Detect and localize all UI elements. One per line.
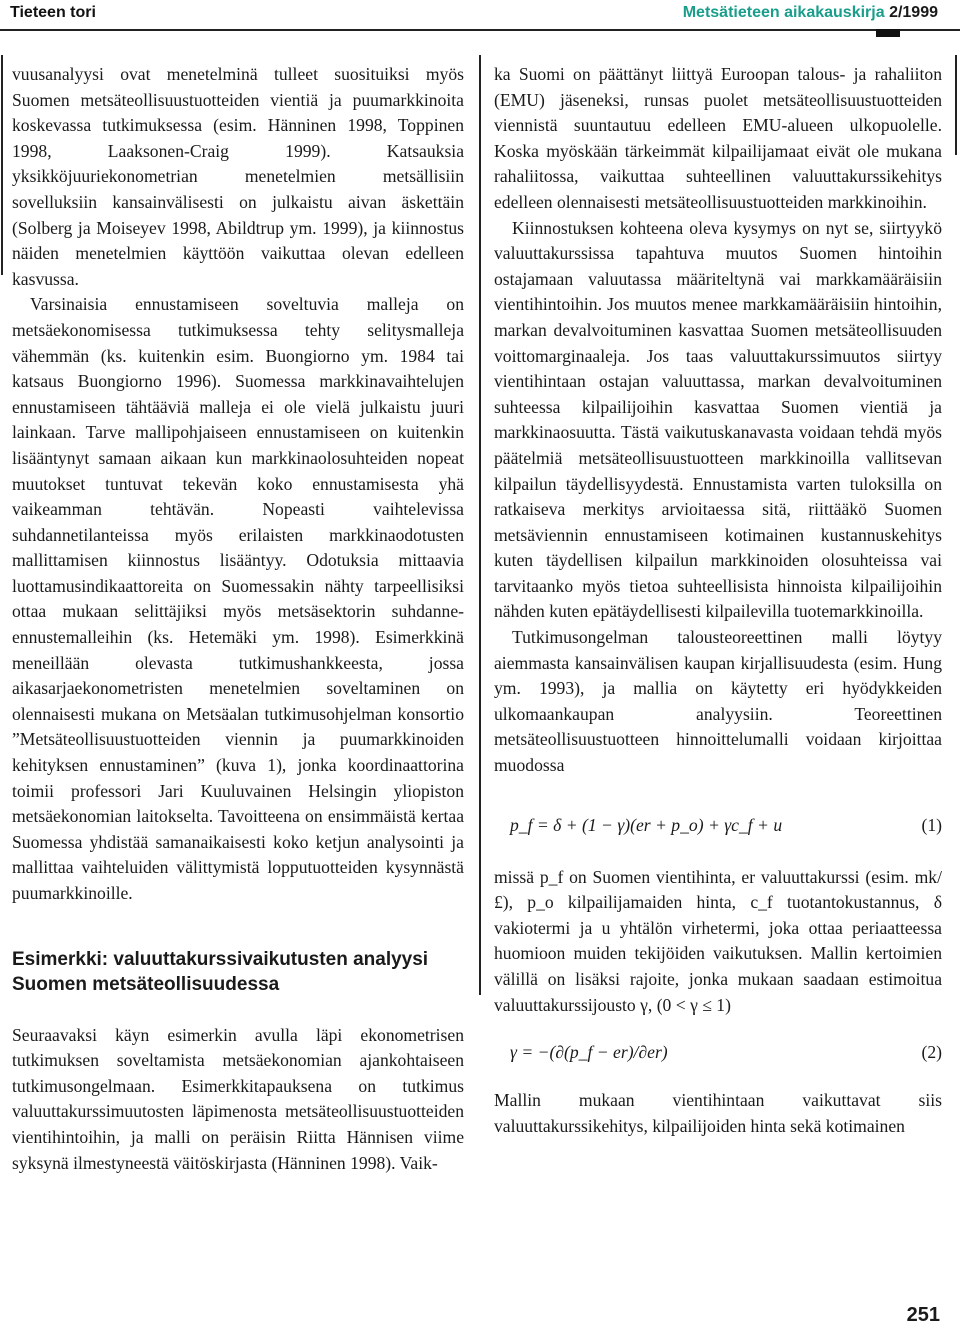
running-header (0, 0, 960, 32)
paragraph: Varsinaisia ennustamiseen soveltuvia malleja on metsäekonomisessa tutkimuksessa tehty selitysmalleja vähemmän (ks. kuitenkin esim. Buongiorno ym. 1984 tai katsaus Buongiorno 1996). Suomessa markkinavaihtelujen ennustamiseen tähtääviä malleja ei ole vielä julkaistu juuri lainkaan. Tarve mallipohjaiseen ennustamiseen on kuitenkin lisääntynyt samaan aikaan kun markkinaolosuhteiden nopeat muutokset tuntuvat tekevän koko ennustamisesta yhä vaikeamman tehtävän. Nopeasti vaihtelevissa suhdannetilanteissa myös erilaisten markkinaodotusten mallittamisen kiinnostus lisääntyy. Odotuksia mittaavia luottamusindikaattoreita on Suomessakin nähty tarpeellisiksi ottaa mukaan selittäjiksi myös metsäsektorin suhdanne-ennustemalleihin (ks. Hetemäki ym. 1998). Esimerkkinä meneillään olevasta tutkimushankkeesta, jossa aikasarjaekonometristen menetelmien soveltaminen on olennaisesti mukana on Metsäalan tutkimusohjelman konsortio ”Metsäteollisuustuotteiden viennin ja puumarkkinoiden kehityksen ennustaminen” (kuva 1), jonka koordinaattorina toimii professori Jari Kuuluvainen Helsingin yliopiston metsäekonomian laitokselta. Tavoitteena on ensimmäistä kertaa Suomessa yhdistää samanaikaisesti koko ketjun analysointi ja mallittaa vaihteluiden välittymistä lopputuotteiden kysynnästä puumarkkinoille. (12, 294, 464, 903)
journal-title (683, 4, 938, 22)
section-label: Tieteen tori (10, 4, 96, 21)
equation-1 (494, 811, 942, 841)
column-divider-rule (479, 55, 481, 995)
equation-number: (2) (921, 1042, 942, 1063)
left-margin-rule (1, 55, 3, 275)
paragraph: ka Suomi on päättänyt liittyä Euroopan talous- ja rahaliiton (EMU) jäseneksi, runsas puolet metsäteollisuustuotteiden viennistä suuntautuu edelleen EMU-alueen ulkopuolelle. Koska myöskään tärkeimmät kilpailijamaat eivät ole mukana rahaliitossa, vaikuttaa suhteellinen valuuttakurssikehitys edelleen olennaisesti metsäteollisuustuotteiden markkinoihin. (494, 64, 942, 212)
equation-formula: γ = −(∂(p_f − er)/∂er) (510, 1042, 668, 1063)
section-heading: Esimerkki: valuuttakurssivaikutusten analyysi Suomen metsäteollisuudessa (12, 948, 429, 995)
paragraph: Tutkimusongelman talousteoreettinen malli löytyy aiemmasta kansainvälisen kaupan kirjallisuudesta (esim. Hung ym. 1993), ja mallia on käytetty eri hyödykkeiden ulkomaankaupan analyysiin. Teoreettinen metsäteollisuustuotteen hinnoittelumalli voidaan kirjoittaa muodossa (494, 627, 942, 776)
journal-name: Metsätieteen aikakauskirja (682, 4, 885, 21)
right-column (494, 62, 942, 1139)
paragraph: Kiinnostuksen kohteena oleva kysymys on nyt se, siirtyykö valuuttakurssissa tapahtuva muutos Suomen hintoihin ostajamaan valuutassa määriteltynä vai markkamääräisiin vientihintoihin. Jos muutos menee markkamääräisiin hintoihin, markan devalvoituminen kasvattaa Suomen metsäteollisuuden voittomarginaaleja. Jos taas valuuttakurssimuutos siirtyy vientihintaan ostajan valuuttassa, markan devalvoituminen suhteessa kilpailijoihin kasvattaa Suomen vientiä ja markkinaosuutta. Tästä vaikutuskanavasta voidaan tehdä myös päätelmiä metsäteollisuustuotteen markkinoilla vallitsevan kilpailun täydellisyydestä. Ennustamista varten tuloksilla on ratkaiseva merkitys arvioitaessa sitä, riittääkö Suomen metsäviennin ennustamiseen kotimainen kustannuskehitys kuten täydellisen kilpailun markkinoiden olosuhteissa vai tarvitaanko myös tietoa suhteellisista hinnoista kilpailijoihin nähden kuten epätäydellisesti kilpailevilla tuotemarkkinoilla. (494, 217, 942, 622)
journal-issue: 2/1999 (889, 4, 938, 21)
header-rule (0, 29, 960, 31)
paragraph: Seuraavaksi käyn esimerkin avulla läpi ekonometrisen tutkimuksen soveltamista metsäekonomian ajankohtaiseen tutkimusongelmaan. Esimerkkitapauksena on tutkimus valuuttakurssimuutosten läpimenosta metsäteollisuustuotteiden vientihintoihin, ja malli on peräisin Riitta Hännisen viime syksynä ilmestyneestä väitöskirjasta (Hänninen 1998). Vaik- (12, 1024, 464, 1173)
paragraph: missä p_f on Suomen vientihinta, er valuuttakurssi (esim. mk/£), p_o kilpailijamaiden hinta, c_f tuotantokustannus, δ vakiotermi ja u yhtälön virhetermi, joka ottaa periaatteessa huomioon muiden tekijöiden vaikutuksen. Mallin kertoimien välillä on lisäksi rajoite, jonka mukaan saadaan estimoitua valuuttakurssijousto γ, (0 < γ ≤ 1) (494, 866, 942, 1015)
right-margin-rule (955, 55, 957, 155)
header-corner-mark (876, 29, 900, 37)
equation-formula: p_f = δ + (1 − γ)(er + p_o) + γc_f + u (510, 814, 783, 835)
equation-number: (1) (921, 814, 942, 835)
page-number: 251 (906, 1304, 940, 1326)
left-column (12, 62, 464, 1176)
paragraph: Mallin mukaan vientihintaan vaikuttavat siis valuuttakurssikehitys, kilpailijoiden hinta sekä kotimainen (494, 1090, 942, 1136)
equation-2 (494, 1038, 942, 1068)
paragraph: vuusanalyysi ovat menetelminä tulleet suosituiksi myös Suomen metsäteollisuustuotteiden vientiä ja puumarkkinoita koskevassa tutkimuksessa (esim. Hänninen 1998, Toppinen 1998, Laaksonen-Craig 1999). Katsauksia yksikköjuuriekonometrian menetelmien metsällisiin sovelluksiin kansainvälisesti on julkaistu aivan äskettäin (Solberg ja Moiseyev 1998, Abildtrup ym. 1999), ja kiinnostus näiden menetelmien käyttöön vaikuttaa olevan edelleen kasvussa. (12, 64, 464, 289)
